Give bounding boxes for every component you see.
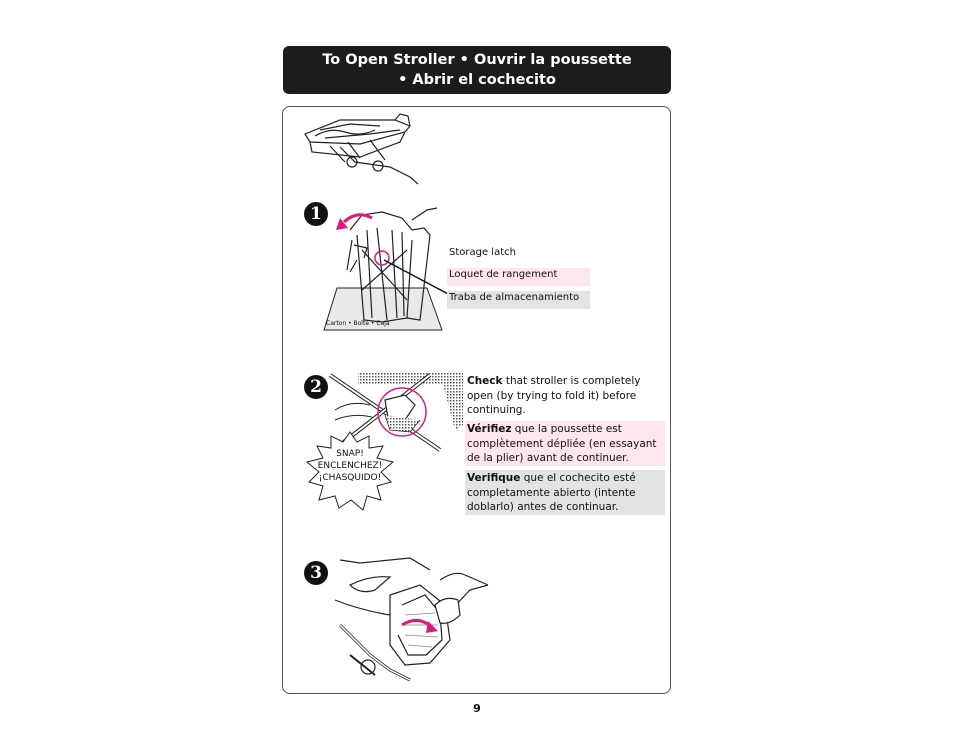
step-3-illustration (330, 555, 490, 685)
check-text-es (465, 470, 665, 515)
check-rest-en: that stroller is completely open (by trying to fold it) before continuing. (467, 375, 641, 416)
storage-latch-label-en: Storage latch (449, 247, 516, 258)
page-number: 9 (473, 702, 481, 715)
snap-es: ¡CHASQUIDO! (318, 473, 382, 483)
check-text-en (465, 373, 665, 419)
header-line-1: To Open Stroller • Ouvrir la poussette (322, 52, 632, 68)
snap-text (310, 448, 390, 484)
storage-latch-label-es: Traba de almacenamiento (447, 291, 590, 309)
step-3-number: 3 (304, 561, 328, 585)
check-rest-fr: que la poussette est complètement dépliée (en essayant de la plier) avant de continuer. (467, 423, 657, 464)
check-bold-es: Verifique (467, 472, 521, 484)
section-header (283, 46, 671, 94)
step-1-illustration (312, 200, 447, 335)
check-rest-es: que el cochecito esté completamente abierto (intente doblarlo) antes de continuar. (467, 472, 636, 513)
check-bold-fr: Vérifiez (467, 423, 512, 435)
check-bold-en: Check (467, 375, 503, 387)
snap-fr: ENCLENCHEZ! (317, 461, 383, 471)
step-1-number: 1 (304, 202, 328, 226)
snap-en: SNAP! (336, 449, 364, 459)
check-text-fr (465, 421, 665, 466)
step-2-number: 2 (304, 375, 328, 399)
folded-stroller-illustration (300, 112, 420, 187)
header-line-2: • Abrir el cochecito (398, 72, 556, 88)
storage-latch-label-fr: Loquet de rangement (447, 268, 590, 286)
carton-label: Carton • Boîte • Caja (326, 320, 390, 327)
